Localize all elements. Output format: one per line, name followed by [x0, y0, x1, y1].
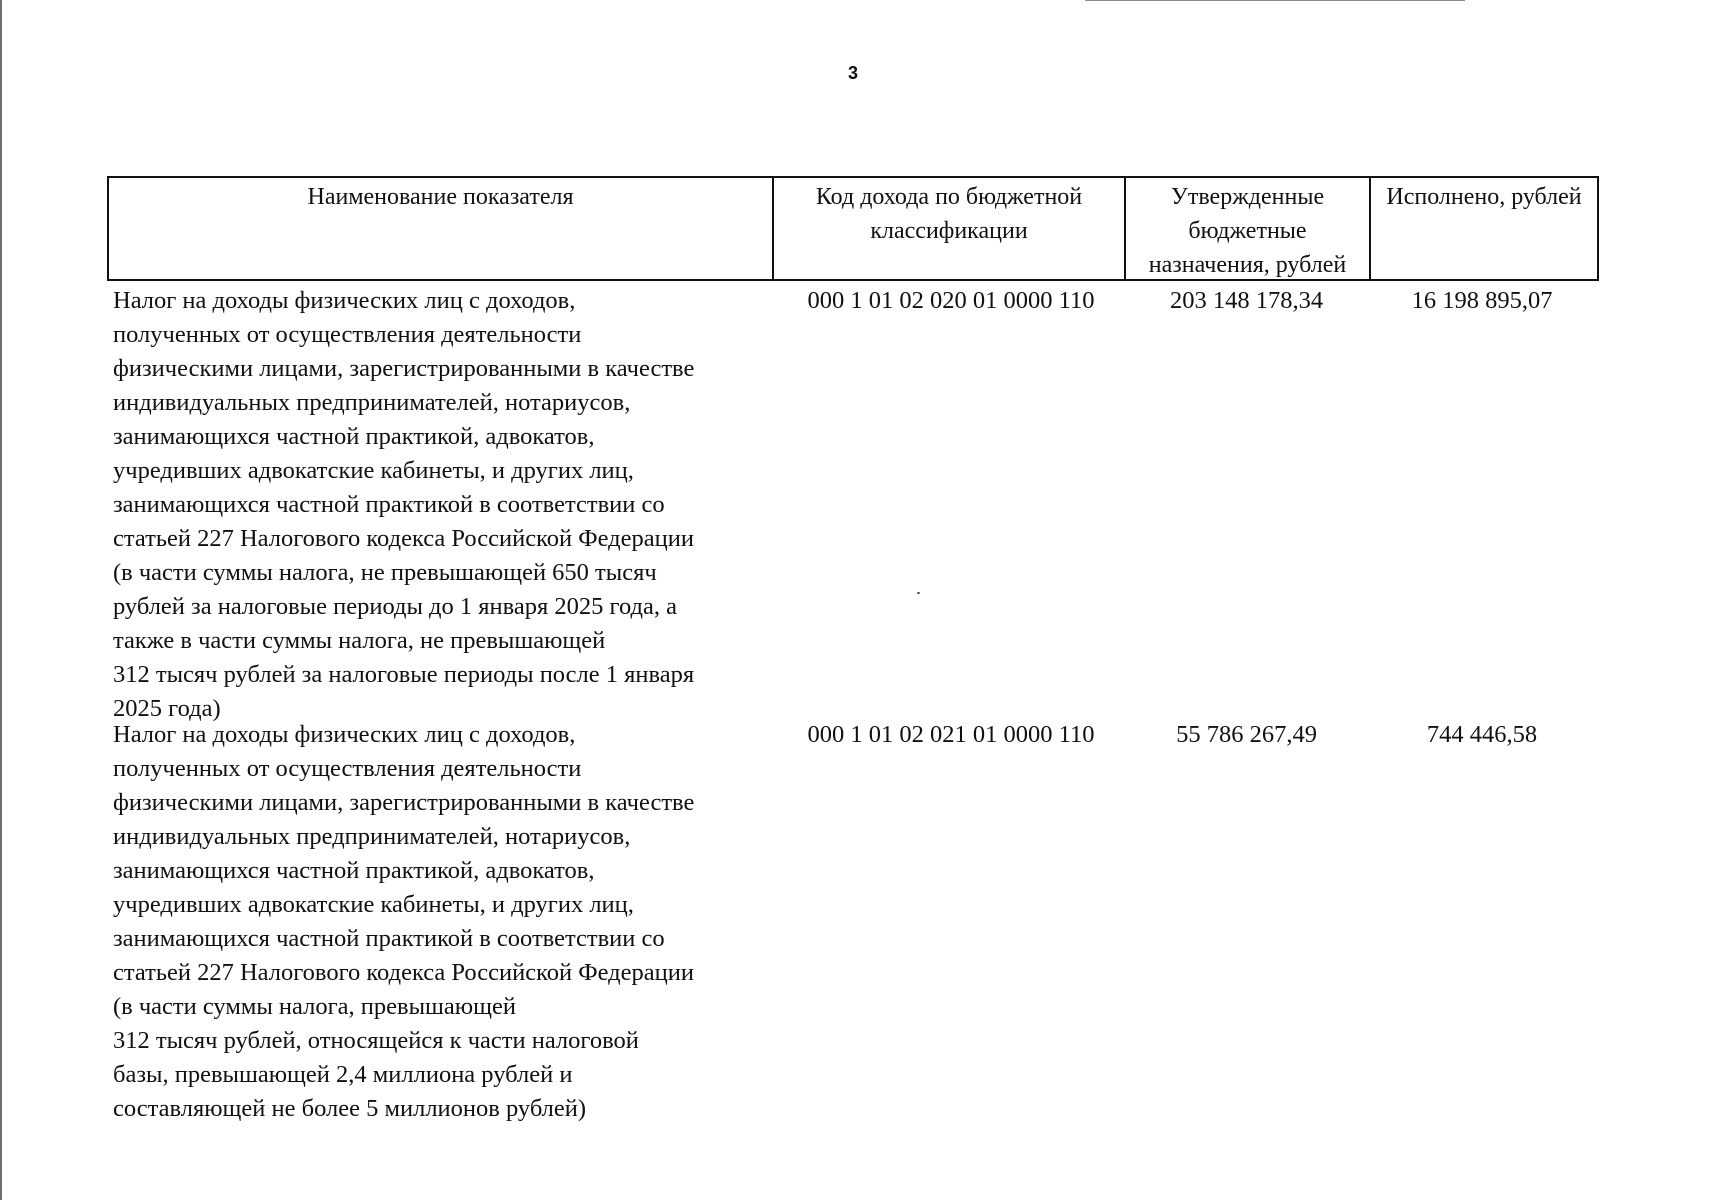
row-code: 000 1 01 02 020 01 0000 110 — [807, 287, 1095, 314]
header-name: Наименование показателя — [109, 178, 774, 279]
table-row — [107, 284, 1599, 726]
row-code: 000 1 01 02 021 01 0000 110 — [807, 721, 1095, 748]
row-done-amount: 744 446,58 — [1426, 721, 1538, 748]
row-plan-amount: 55 786 267,49 — [1176, 721, 1317, 748]
header-code: Код дохода по бюджетной классификации — [774, 178, 1126, 279]
scan-edge-top — [1085, 0, 1465, 1]
row-done-amount: 16 198 895,07 — [1411, 287, 1553, 314]
row-name: Налог на доходы физических лиц с доходов, полученных от осуществления деятельности физическими лицами, зарегистрированными в качестве индивидуальных предпринимателей, нотариусов, занимающихся частной практикой, адвокатов, учредивших адвокатские кабинеты, и других лиц, занимающихся частной практикой в соответствии со статьей 227 Налогового кодекса Российской Федерации (в части суммы налога, превышающей 312 тысяч рублей, относящейся к части налоговой базы, превышающей 2,4 миллиона рублей и составляющей не более 5 миллионов рублей) — [113, 721, 695, 1122]
row-name: Налог на доходы физических лиц с доходов, полученных от осуществления деятельности физическими лицами, зарегистрированными в качестве индивидуальных предпринимателей, нотариусов, занимающихся частной практикой, адвокатов, учредивших адвокатские кабинеты, и других лиц, занимающихся частной практикой в соответствии со статьей 227 Налогового кодекса Российской Федерации (в части суммы налога, не превышающей 650 тысяч рублей за налоговые периоды до 1 января 2025 года, а также в части суммы налога, не превышающей 312 тысяч рублей за налоговые периоды после 1 января 2025 года) — [113, 287, 695, 722]
header-done: Исполнено, рублей — [1386, 184, 1582, 210]
scan-speck — [917, 592, 920, 594]
table-row — [107, 718, 1599, 1126]
table-header — [107, 176, 1599, 281]
header-plan: Утвержденные бюджетные назначения, рублей — [1126, 178, 1371, 279]
page-number: 3 — [847, 63, 858, 83]
row-plan-amount: 203 148 178,34 — [1169, 287, 1324, 314]
scan-edge-left — [0, 0, 2, 1200]
